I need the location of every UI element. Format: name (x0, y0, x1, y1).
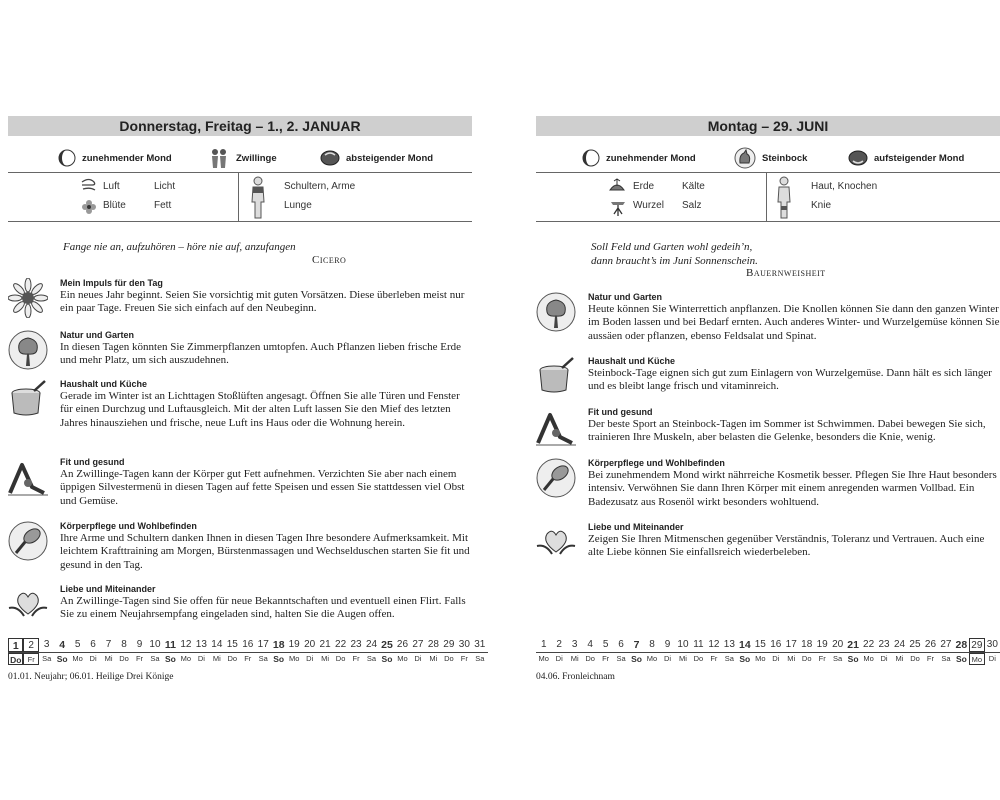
moon-direction-label: absteigender Mond (346, 152, 434, 164)
section-title: Mein Impuls für den Tag (60, 278, 163, 288)
calendar-day: 27 (412, 639, 424, 650)
calendar-day: 8 (121, 639, 127, 650)
zodiac-label: Steinbock (762, 152, 808, 164)
calendar-day: 9 (664, 639, 671, 650)
body-parts-secondary: Lunge (284, 200, 312, 211)
calendar-weekday: So (847, 654, 859, 664)
calendar-day: 20 (304, 639, 316, 650)
section-title: Liebe und Miteinander (588, 522, 684, 532)
calendar-weekday: Do (693, 654, 704, 663)
calendar-weekday: So (164, 654, 176, 664)
calendar-day: 16 (242, 639, 254, 650)
calendar-weekday: Sa (42, 654, 52, 663)
quote: Fange nie an, aufzuhören – höre nie auf, anzufangen (63, 241, 296, 253)
calendar-day: 21 (847, 639, 859, 651)
yoga-icon (536, 407, 576, 447)
section-title: Fit und gesund (60, 457, 125, 467)
earth-element-icon (608, 176, 626, 194)
calendar-weekday: Mi (678, 654, 687, 663)
quote-author: Bauernweisheit (746, 267, 826, 279)
body-parts-primary: Haut, Knochen (811, 181, 878, 192)
sun-flower-icon (8, 278, 48, 318)
calendar-weekday: Sa (724, 654, 734, 663)
calendar-weekday: Mi (895, 654, 904, 663)
right-page (536, 116, 1000, 686)
section-text: Ihre Arme und Schultern danken Ihnen in diesen Tagen Ihre besondere Aufmerksamkeit. Mit leichtem Krafttraining am Morgen, Bürstenmassagen und Wechselduschen starten Sie fit und gesund in den Tag. (60, 532, 470, 571)
calendar-weekday: Di (197, 654, 205, 663)
calendar-day: 20 (832, 639, 844, 650)
calendar-day: 19 (288, 639, 300, 650)
calendar-day: 23 (350, 639, 362, 650)
moon-direction-label: aufsteigender Mond (874, 152, 965, 164)
calendar-day: 10 (677, 639, 689, 650)
section-title: Körperpflege und Wohlbefinden (60, 521, 197, 531)
calendar-day: 18 (272, 639, 285, 651)
calendar-weekday: Fr (926, 654, 934, 663)
moon-direction (848, 146, 964, 170)
calendar-day: 13 (723, 639, 735, 650)
calendar-day: 7 (633, 639, 640, 651)
calendar-weekday: Di (555, 654, 563, 663)
calendar-weekday: Mo (72, 654, 83, 663)
calendar-weekday: So (56, 654, 68, 664)
section-text: Zeigen Sie Ihren Mitmenschen gegenüber Verständnis, Toleranz und Vertrauen. Auch eine alte Liebe können Sie einfallsreich wiederbeleben. (588, 533, 985, 559)
quality-label: Licht (154, 181, 176, 192)
calendar-day: 6 (90, 639, 96, 650)
calendar-day: 22 (335, 639, 347, 650)
calendar-weekday: Fr (244, 654, 252, 663)
calendar-day: 25 (381, 639, 393, 651)
calendar-weekday: Sa (616, 654, 626, 663)
moon-direction (320, 146, 433, 170)
brush-icon (8, 521, 48, 561)
calendar-day: 24 (893, 639, 906, 650)
calendar-weekday: Do (801, 654, 812, 663)
divider (766, 173, 767, 221)
calendar-weekdays (536, 653, 1000, 665)
quote-line-1: Soll Feld und Garten wohl gedeih’n, (591, 241, 753, 253)
calendar-weekday: Fr (135, 654, 144, 663)
calendar-weekday: So (381, 654, 393, 664)
calendar-day: 11 (693, 639, 704, 650)
calendar-weekdays (8, 653, 488, 665)
left-page (8, 116, 486, 686)
divider (238, 173, 239, 221)
calendar-day: 14 (211, 639, 223, 650)
calendar-day: 7 (105, 639, 112, 650)
calendar-weekday: Mo (863, 654, 874, 663)
section-text: Ein neues Jahr beginnt. Seien Sie vorsichtig mit guten Vorsätzen. Diese überleben meist nur ein paar Tage. Freuen Sie sich einfach auf den Neubeginn. (60, 289, 465, 315)
calendar-weekday: Sa (941, 654, 951, 663)
calendar-weekday: Di (89, 654, 97, 663)
calendar-day: 15 (226, 639, 238, 650)
calendar-day: 18 (801, 639, 813, 650)
element-info-box (536, 172, 1000, 222)
calendar-day: 2 (23, 638, 38, 652)
section-text: An Zwillinge-Tagen sind Sie offen für neue Bekanntschaften und eventuell einen Flirt. Falls Sie zu einem Neujahrsempfang eingeladen sind, halten Sie die Augen offen. (60, 595, 466, 621)
section-title: Fit und gesund (588, 407, 653, 417)
ascending-moon-icon (848, 149, 868, 167)
tree-icon (536, 292, 576, 332)
calendar-day: 29 (969, 638, 984, 652)
calendar-day: 26 (924, 639, 937, 650)
calendar-weekday: Do (585, 654, 595, 663)
calendar-day: 12 (708, 639, 720, 650)
calendar-day: 29 (443, 639, 455, 650)
calendar-day: 28 (427, 639, 439, 650)
calendar-weekday: Do (910, 654, 920, 663)
section-title: Natur und Garten (60, 330, 135, 340)
heart-hands-icon (8, 584, 48, 624)
section-text: Der beste Sport an Steinbock-Tagen im Sommer ist Schwimmen. Dabei bewegen Sie sich, trainieren Ihre Muskeln, aber belasten die Gelenke, besonders die Knie, wenig. (588, 418, 986, 444)
calendar-day: 28 (955, 639, 968, 651)
section-text: Gerade im Winter ist an Lichttagen Stoßlüften angesagt. Öffnen Sie alle Türen und Fenster für einen Durchzug und Luftausgleich. Mit der alten Luft lassen Sie den Mief des letzten Jahres hinausziehen und frische, neue Luft ins Haus oder die Wohnung herein. (60, 390, 460, 429)
calendar-weekday: Mi (321, 654, 330, 663)
calendar-day: 21 (319, 639, 331, 650)
calendar-weekday: Mo (397, 654, 408, 663)
calendar-weekday: Mi (212, 654, 221, 663)
calendar-weekday: Mo (969, 653, 984, 665)
body-figure-icon (248, 176, 268, 220)
calendar-day: 9 (136, 639, 143, 650)
calendar-day: 8 (649, 639, 655, 650)
calendar-day: 12 (180, 639, 192, 650)
calendar-weekday: So (739, 654, 751, 664)
holidays-note: 01.01. Neujahr; 06.01. Heilige Drei Könige (8, 672, 174, 682)
quote-line-2: dann braucht’s im Juni Sonnenschein. (591, 255, 758, 267)
pot-icon (8, 379, 48, 419)
calendar-weekday: Fr (460, 654, 468, 663)
calendar-weekday: Sa (150, 654, 160, 663)
calendar-weekday: Mo (538, 654, 549, 663)
calendar-day: 1 (540, 639, 547, 650)
moon-phase (582, 146, 696, 170)
moon-phase-label: zunehmender Mond (82, 152, 172, 164)
calendar-weekday: Sa (475, 654, 485, 663)
section-title: Haushalt und Küche (588, 356, 676, 366)
calendar-weekday: So (631, 654, 642, 664)
calendar-weekday: So (955, 654, 967, 664)
food-label: Salz (682, 200, 702, 211)
calendar-day: 10 (149, 639, 161, 650)
calendar-day: 3 (571, 639, 578, 650)
calendar-weekday: Fr (818, 654, 826, 663)
calendar-day: 17 (785, 639, 797, 650)
calendar-day: 17 (257, 639, 269, 650)
calendar-weekday: Fr (23, 653, 38, 665)
calendar-day: 4 (59, 639, 66, 651)
calendar-day: 2 (556, 639, 562, 650)
gemini-icon (208, 147, 230, 169)
root-icon (608, 198, 628, 218)
calendar-weekday: Fr (710, 654, 718, 663)
calendar-day: 13 (195, 639, 207, 650)
element-info-box (8, 172, 472, 222)
calendar-day: 3 (43, 639, 50, 650)
element-label: Erde (633, 181, 655, 192)
plant-part-label: Wurzel (633, 200, 664, 211)
calendar-weekday: Mo (755, 654, 766, 663)
moon-phase (58, 146, 172, 170)
section-text: Heute können Sie Winterrettich anpflanzen. Die Knollen können Sie dann den ganzen Winter im Boden lassen und bei Bedarf ernten. Auch anderes Winter- und Wurzelgemüse können Sie aussäen oder pflanzen, ebenso Feldsalat und Spinat. (588, 303, 1000, 342)
calendar-day: 30 (986, 639, 998, 650)
zodiac-sign (208, 146, 277, 170)
plant-part-label: Blüte (103, 200, 126, 211)
calendar-weekday: Mi (570, 654, 579, 663)
calendar-weekday: Sa (258, 654, 268, 663)
section-text: In diesen Tagen könnten Sie Zimmerpflanzen umtopfen. Auch Pflanzen lieben frische Erde und mehr Platz, um sich auszudehnen. (60, 341, 462, 367)
calendar-weekday: Fr (602, 654, 610, 663)
waxing-moon-icon (582, 149, 600, 167)
section-text: Bei zunehmendem Mond wirkt nährreiche Kosmetik besser. Pflegen Sie Ihre Haut besonders intensiv. Verwöhnen Sie dann Ihren Körper mit einem anregenden warmen Vollbad. Ein Badezusatz aus Rosenöl wirkt besonders wohltuend. (588, 469, 997, 508)
calendar-day: 5 (74, 639, 81, 650)
calendar-weekday: Do (227, 654, 238, 663)
body-parts-primary: Schultern, Arme (284, 181, 356, 192)
calendar-day: 25 (909, 639, 921, 650)
calendar-day: 23 (878, 639, 890, 650)
calendar-day: 16 (770, 639, 782, 650)
section-title: Haushalt und Küche (60, 379, 148, 389)
calendar-day: 30 (458, 639, 470, 650)
waxing-moon-icon (58, 149, 76, 167)
tree-icon (8, 330, 48, 370)
calendar-weekday: Di (414, 654, 422, 663)
calendar-day-numbers (8, 638, 488, 652)
food-label: Fett (154, 200, 172, 211)
descending-moon-icon (320, 149, 340, 167)
page-title: Montag – 29. JUNI (536, 116, 1000, 136)
calendar-weekday: Sa (366, 654, 377, 663)
calendar-weekday: So (273, 654, 285, 664)
calendar-weekday: Fr (352, 654, 360, 663)
yoga-icon (8, 457, 48, 497)
heart-hands-icon (536, 522, 576, 562)
quality-label: Kälte (682, 181, 705, 192)
calendar-day: 14 (738, 639, 751, 651)
blossom-icon (80, 198, 98, 216)
calendar-weekday: Di (880, 654, 888, 663)
section-title: Körperpflege und Wohlbefinden (588, 458, 725, 468)
section-text: Steinbock-Tage eignen sich gut zum Einlagern von Wurzelgemüse. Dann hält es sich länger und es bleibt lange frisch und vitaminreich. (588, 367, 992, 393)
calendar-weekday: Mo (646, 654, 658, 663)
air-element-icon (80, 176, 98, 194)
calendar-weekday: Do (119, 654, 129, 663)
zodiac-sign (734, 146, 807, 170)
calendar-weekday: Di (663, 654, 672, 663)
quote-author: Cicero (312, 254, 347, 266)
calendar-day: 27 (940, 639, 952, 650)
capricorn-icon (734, 147, 756, 169)
moon-phase-label: zunehmender Mond (606, 152, 696, 164)
body-parts-secondary: Knie (811, 200, 832, 211)
calendar-day: 24 (365, 639, 378, 650)
section-title: Natur und Garten (588, 292, 663, 302)
element-label: Luft (103, 181, 120, 192)
calendar-day: 5 (602, 639, 609, 650)
calendar-weekday: Do (8, 653, 23, 665)
calendar-day: 1 (8, 638, 23, 652)
calendar-day: 22 (863, 639, 875, 650)
calendar-day: 6 (618, 639, 624, 650)
page-title: Donnerstag, Freitag – 1., 2. JANUAR (8, 116, 472, 136)
calendar-day: 4 (587, 639, 593, 650)
section-text: An Zwillinge-Tagen kann der Körper gut Fett aufnehmen. Verzichten Sie aber nach einem üppigen Silvestermenü in diesen Tagen auf fette Speisen und essen Sie stattdessen viel Obst und Gemüse. (60, 468, 465, 507)
calendar-day: 31 (474, 639, 486, 650)
brush-icon (536, 458, 576, 498)
section-title: Liebe und Miteinander (60, 584, 156, 594)
calendar-weekday: Di (306, 654, 314, 663)
calendar-weekday: Di (988, 654, 996, 663)
calendar-weekday: Sa (833, 654, 843, 663)
body-figure-icon (774, 176, 794, 220)
calendar-weekday: Mi (104, 654, 113, 663)
calendar-weekday: Mi (787, 654, 796, 663)
calendar-day-numbers (536, 638, 1000, 652)
holidays-note: 04.06. Fronleichnam (536, 672, 615, 682)
calendar-day: 11 (164, 639, 176, 651)
calendar-weekday: Mi (429, 654, 438, 663)
calendar-day: 26 (396, 639, 409, 650)
calendar-weekday: Mo (288, 654, 300, 663)
calendar-weekday: Do (335, 654, 346, 663)
calendar-day: 19 (816, 639, 828, 650)
pot-icon (536, 356, 576, 396)
calendar-day: 15 (754, 639, 766, 650)
zodiac-label: Zwillinge (236, 152, 277, 164)
moon-info-row (8, 146, 472, 170)
calendar-weekday: Di (772, 654, 780, 663)
calendar-weekday: Do (444, 654, 454, 663)
calendar-weekday: Mo (180, 654, 192, 663)
moon-info-row (536, 146, 1000, 170)
